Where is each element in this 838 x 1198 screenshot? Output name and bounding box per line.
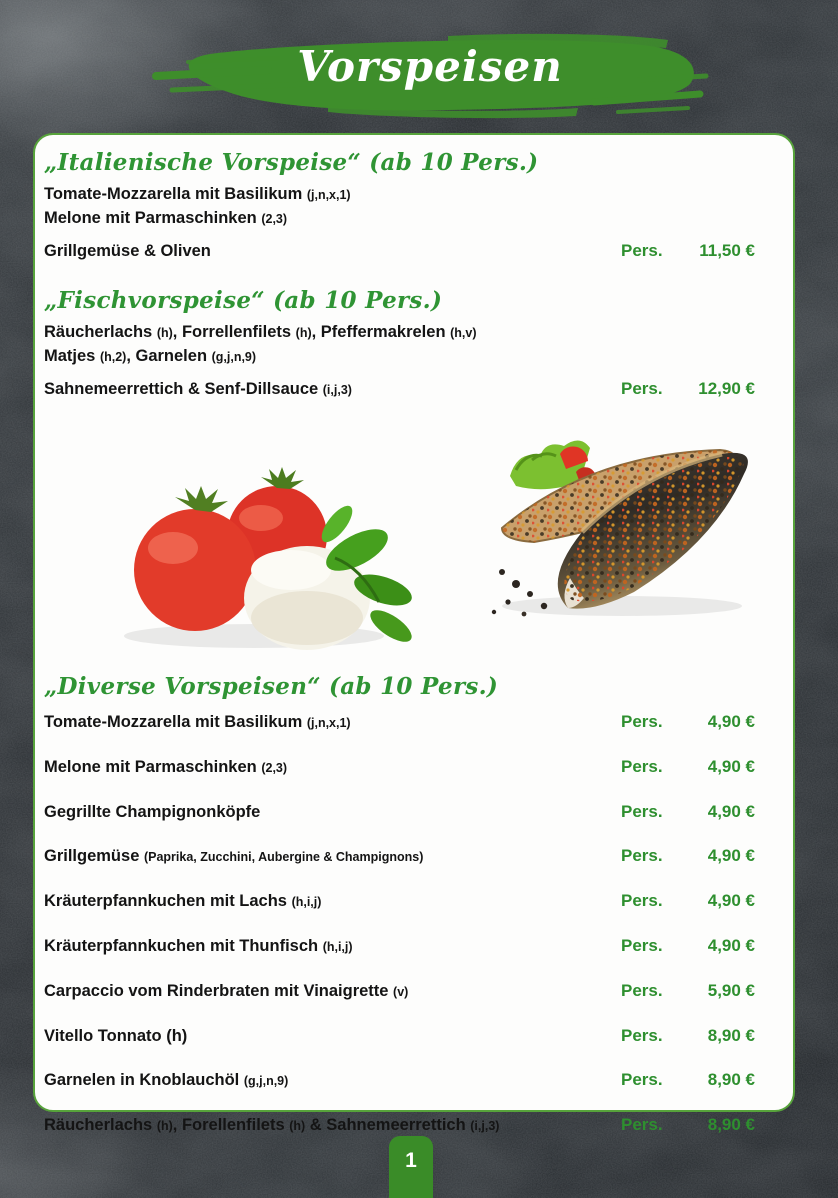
page-number: 1 [405, 1149, 417, 1172]
price: Pers. 4,90 € [621, 891, 755, 910]
menu-item: Räucherlachs (h), Forellenfilets (h) & Sahnemeerrettich (i,j,3) Pers. 8,90 € [44, 1115, 755, 1134]
section-heading: „Italienische Vorspeise“ (ab 10 Pers.) [44, 149, 539, 176]
allergen-note: (Paprika, Zucchini, Aubergine & Champignons) [143, 850, 424, 864]
item-text: Melone mit Parmaschinken [44, 209, 262, 227]
allergen-note: (j,n,x,1) [306, 716, 351, 730]
allergen-note: (g,j,n,9) [243, 1074, 289, 1088]
menu-line [44, 207, 755, 231]
item-text: Tomate-Mozzarella mit Basilikum [44, 185, 307, 203]
price [621, 377, 755, 400]
allergen-note: (2,3) [261, 761, 288, 775]
allergen-note: (g,j,n,9) [211, 350, 257, 364]
tomato-mozzarella-photo [99, 458, 419, 658]
menu-item: Kräuterpfannkuchen mit Lachs (h,i,j) Pers. 4,90 € [44, 891, 755, 910]
price: Pers. 5,90 € [621, 981, 755, 1000]
menu-item: Grillgemüse (Paprika, Zucchini, Aubergine & Champignons) Pers. 4,90 € [44, 846, 755, 865]
price: Pers. 4,90 € [621, 712, 755, 731]
pepper-mackerel-photo [472, 410, 792, 630]
menu-line [44, 239, 755, 263]
page-number-tab [389, 1136, 433, 1198]
pers-label: Pers. [621, 379, 663, 398]
price [621, 239, 755, 262]
allergen-note: (2,3) [261, 212, 288, 226]
allergen-note: (h) [156, 1119, 173, 1133]
section-heading: „Diverse Vorspeisen“ (ab 10 Pers.) [44, 673, 499, 700]
menu-item: Gegrillte Champignonköpfe Pers. 4,90 € [44, 802, 755, 821]
menu-item: Kräuterpfannkuchen mit Thunfisch (h,i,j) Pers. 4,90 € [44, 936, 755, 955]
allergen-note: (h) [295, 326, 312, 340]
menu-item: Tomate-Mozzarella mit Basilikum (j,n,x,1) Pers. 4,90 € [44, 712, 755, 731]
allergen-note: (h,v) [450, 326, 477, 340]
price: Pers. 8,90 € [621, 1026, 755, 1045]
price-amount: 11,50 € [699, 241, 755, 260]
menu-item: Carpaccio vom Rinderbraten mit Vinaigrette (v) Pers. 5,90 € [44, 981, 755, 1000]
price: Pers. 4,90 € [621, 846, 755, 865]
section-fischvorspeise [44, 286, 755, 402]
section-diverse-vorspeisen [44, 672, 755, 1138]
allergen-note: (h) [289, 1119, 306, 1133]
price: Pers. 4,90 € [621, 936, 755, 955]
allergen-note: (h,2) [99, 350, 127, 364]
item-text: Sahnemeerrettich & Senf-Dillsauce (i,j,3) [44, 380, 352, 398]
price: Pers. 8,90 € [621, 1070, 755, 1089]
allergen-note: (h,i,j) [322, 940, 353, 954]
price: Pers. 4,90 € [621, 757, 755, 776]
allergen-note: (h,i,j) [291, 895, 322, 909]
price-amount: 12,90 € [698, 379, 755, 398]
pers-label: Pers. [621, 241, 663, 260]
photo-row [44, 410, 755, 672]
section-heading: „Fischvorspeise“ (ab 10 Pers.) [44, 287, 443, 314]
menu-item: Vitello Tonnato (h) Pers. 8,90 € [44, 1026, 755, 1045]
price: Pers. 8,90 € [621, 1115, 755, 1134]
menu-card [33, 133, 795, 1134]
allergen-note: (v) [393, 985, 409, 999]
allergen-note: (i,j,3) [470, 1119, 500, 1133]
item-text: Grillgemüse & Oliven [44, 242, 211, 260]
menu-line [44, 377, 755, 402]
menu-line [44, 183, 755, 207]
allergen-note: (i,j,3) [322, 383, 352, 397]
page-title: Vorspeisen [297, 42, 563, 91]
menu-item: Garnelen in Knoblauchöl (g,j,n,9) Pers. 8,90 € [44, 1070, 755, 1089]
price: Pers. 4,90 € [621, 802, 755, 821]
allergen-note: (h) [156, 326, 173, 340]
section-italienische-vorspeise [44, 148, 755, 263]
allergen-note: (j,n,x,1) [306, 188, 351, 202]
header-banner [148, 18, 712, 122]
menu-line: Räucherlachs (h), Forrellenfilets (h), Pfeffermakrelen (h,v) [44, 323, 477, 341]
menu-line: Matjes (h,2), Garnelen (g,j,n,9) [44, 347, 257, 365]
menu-item: Melone mit Parmaschinken (2,3) Pers. 4,90 € [44, 757, 755, 776]
